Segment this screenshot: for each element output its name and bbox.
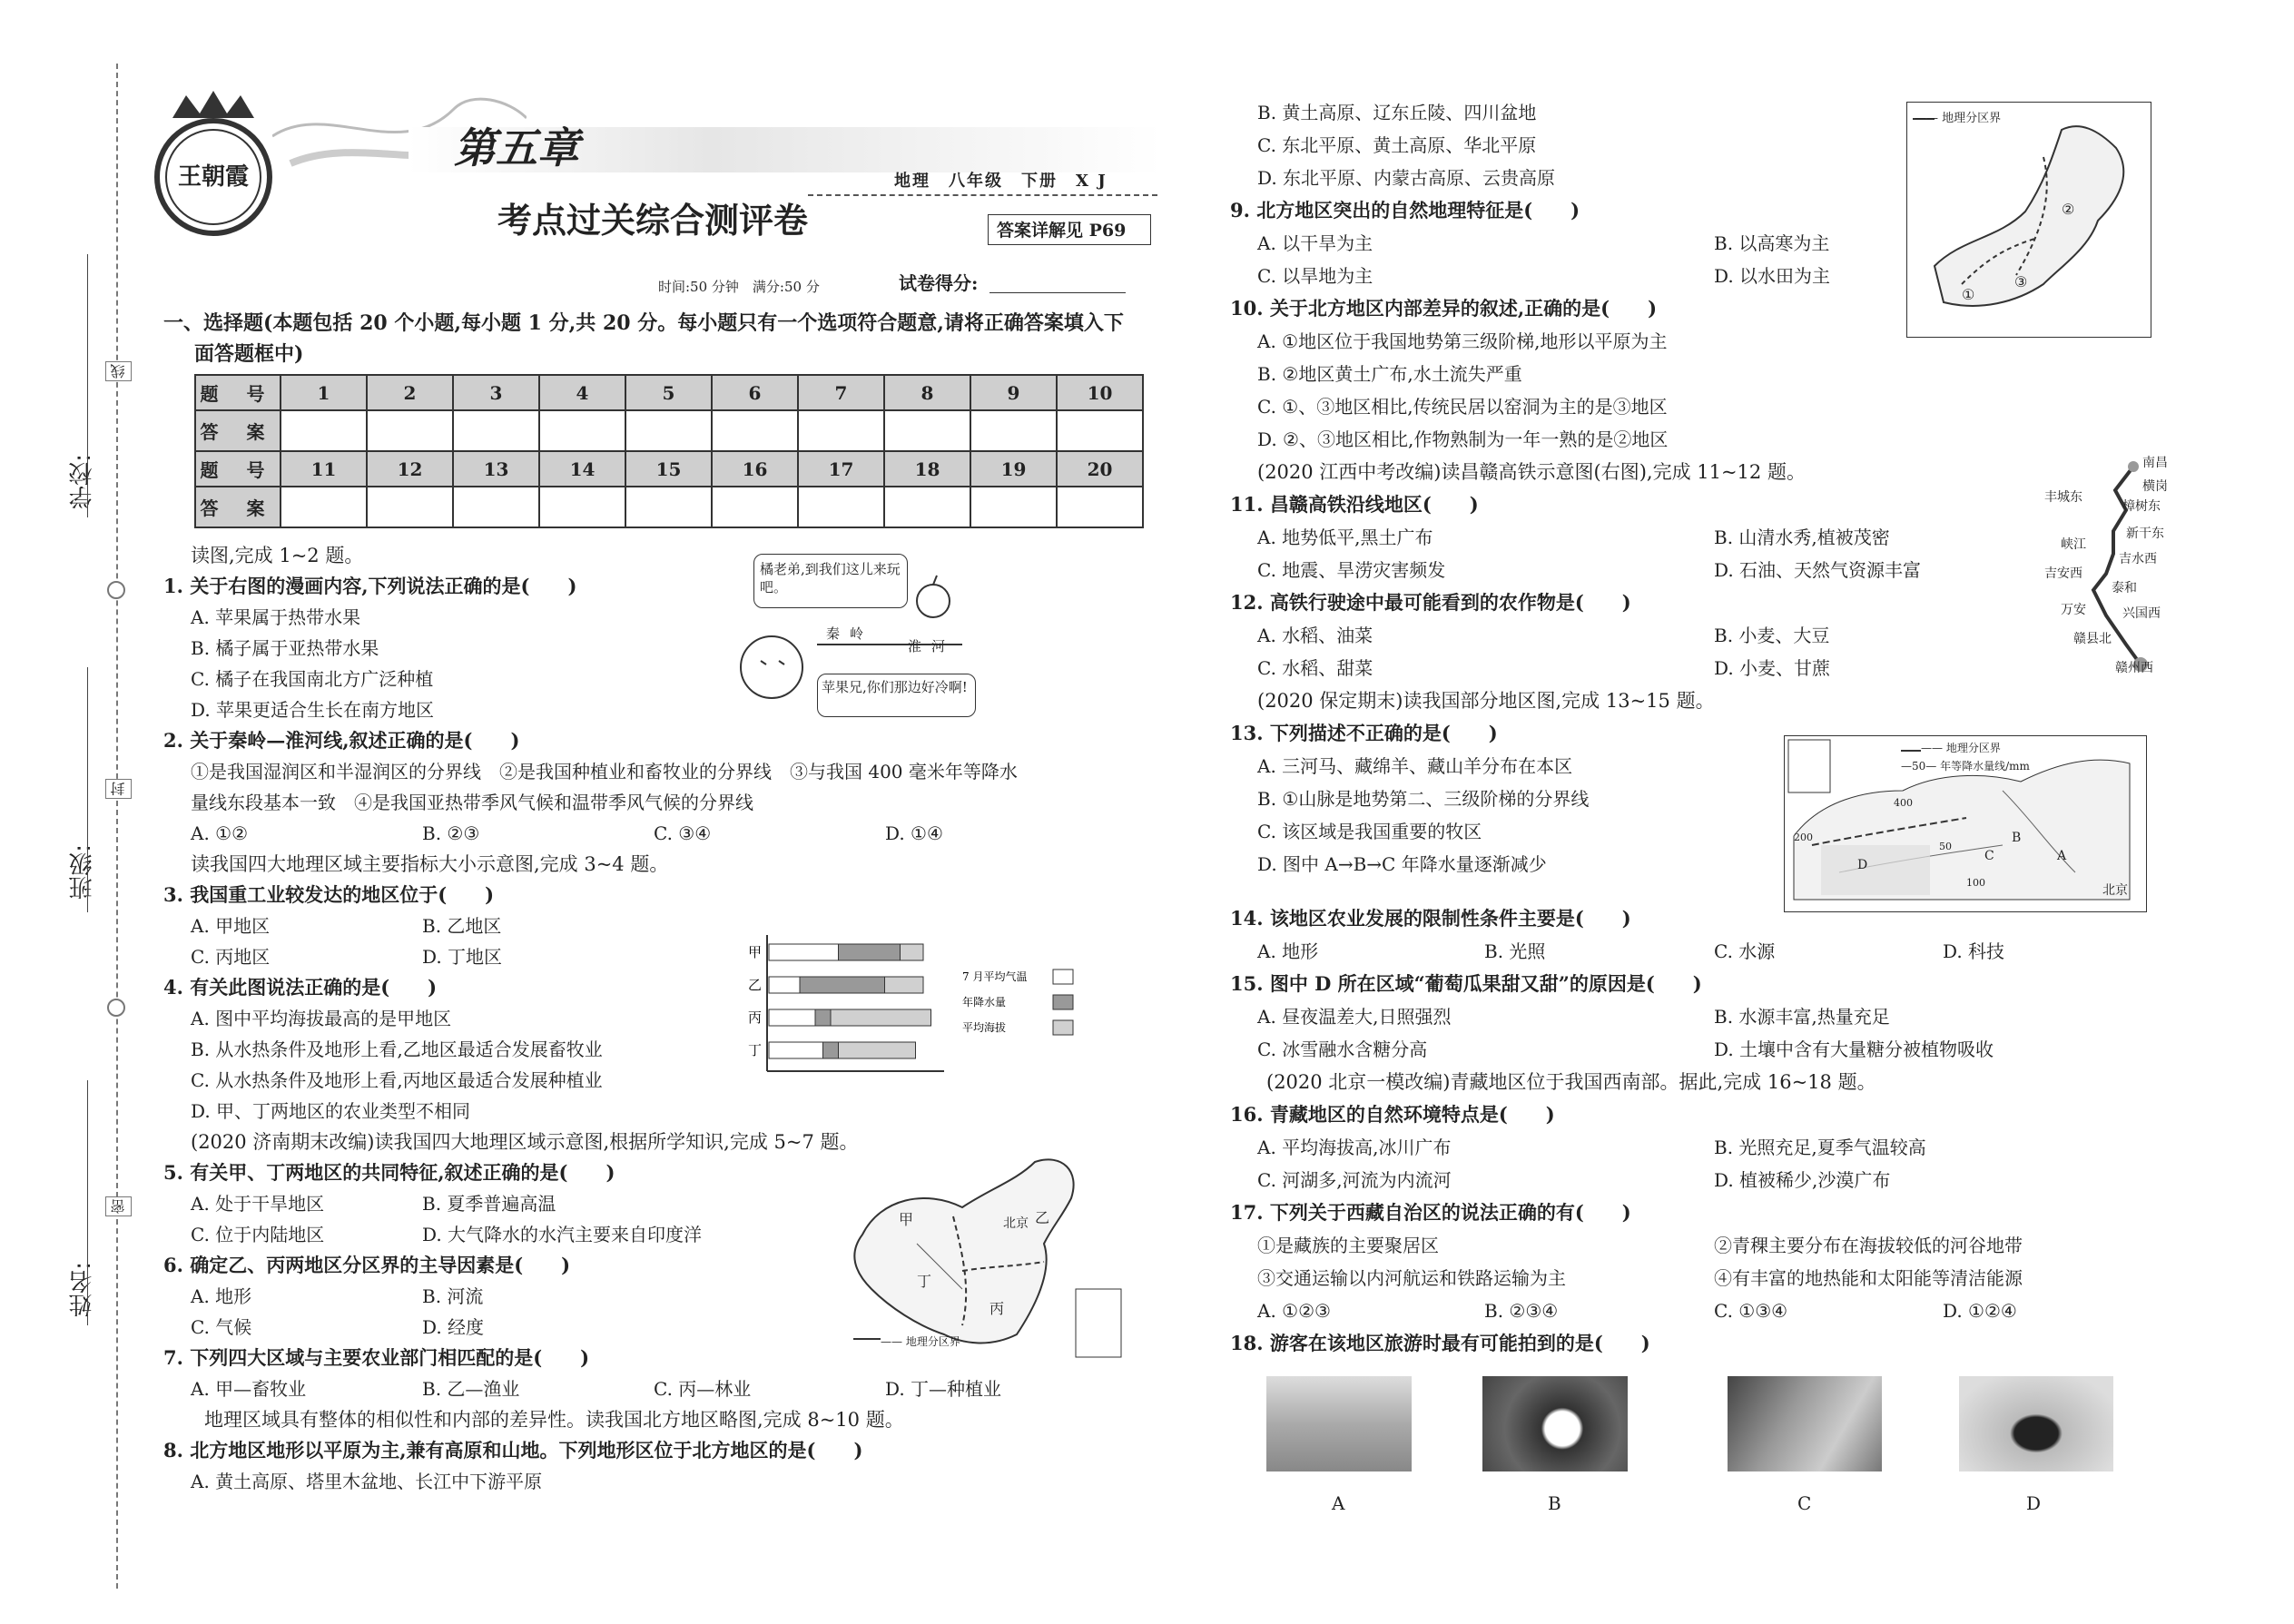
answer-cell[interactable] (453, 410, 539, 451)
answer-cell[interactable] (625, 410, 712, 451)
table-row (195, 451, 1143, 487)
question-3: 3. 我国重工业较发达的地区位于( ) (163, 883, 495, 906)
precip-legend-2: —50— 年等降水量线/mm (1901, 760, 2030, 773)
seal-mark-line: 线 (105, 361, 132, 381)
chart-legend-label: 7 月平均气温 (962, 970, 1028, 983)
railway-diagram (2006, 454, 2179, 681)
option-1b[interactable]: B. 橘子属于亚热带水果 (191, 637, 379, 659)
question-5: 5. 有关甲、丁两地区的共同特征,叙述正确的是( ) (163, 1161, 615, 1184)
option-11c[interactable]: C. 地震、旱涝灾害频发 (1257, 559, 1446, 581)
option-16a[interactable]: A. 平均海拔高,冰川广布 (1257, 1137, 1452, 1158)
precip-label-b: B (2012, 831, 2022, 845)
intro-q16-18: (2020 北京一模改编)青藏地区位于我国西南部。据此,完成 16~18 题。 (1266, 1071, 1876, 1093)
option-4b[interactable]: B. 从水热条件及地形上看,乙地区最适合发展畜牧业 (191, 1038, 603, 1060)
station-nanchang: 南昌 (2142, 456, 2168, 470)
beijing-label: 北京 (1003, 1216, 1029, 1231)
option-16b[interactable]: B. 光照充足,夏季气温较高 (1714, 1137, 1926, 1158)
option-5a[interactable]: A. 处于干旱地区 (191, 1193, 325, 1215)
answer-cell[interactable] (453, 487, 539, 527)
chart-legend-swatch (1053, 1020, 1073, 1035)
photo-cranes[interactable] (1266, 1376, 1412, 1471)
option-4a[interactable]: A. 图中平均海拔最高的是甲地区 (191, 1008, 452, 1029)
table-cell: 5 (625, 375, 712, 410)
class-blank[interactable] (87, 667, 88, 912)
option-14c[interactable]: C. 水源 (1714, 940, 1776, 962)
photo-label-a: A (1332, 1492, 1345, 1514)
station-fengcheng: 丰城东 (2044, 490, 2082, 505)
option-17c[interactable]: C. ①③④ (1714, 1300, 1788, 1322)
table-row (195, 375, 1143, 410)
class-label: 班级: (69, 844, 96, 900)
station-xiajiang: 峡江 (2061, 537, 2086, 552)
logo-emblem (145, 91, 281, 241)
option-15c[interactable]: C. 冰雪融水含糖分高 (1257, 1038, 1428, 1060)
answer-cell[interactable] (625, 487, 712, 527)
intro-q5-7: (2020 济南期末改编)读我国四大地理区域示意图,根据所学知识,完成 5~7 题。 (191, 1131, 859, 1153)
option-12c[interactable]: C. 水稻、甜菜 (1257, 657, 1373, 679)
option-8a[interactable]: A. 黄土高原、塔里木盆地、长江中下游平原 (191, 1471, 543, 1492)
intro-q1-2: 读图,完成 1~2 题。 (191, 545, 364, 566)
china-regions-map (844, 1153, 1135, 1362)
table-cell: 12 (367, 451, 453, 487)
option-13d[interactable]: D. 图中 A→B→C 年降水量逐渐减少 (1257, 853, 1547, 875)
table-cell: 18 (884, 451, 970, 487)
question-13: 13. 下列描述不正确的是( ) (1230, 722, 1498, 744)
option-16d[interactable]: D. 植被稀少,沙漠广布 (1714, 1169, 1891, 1191)
option-13b[interactable]: B. ①山脉是地势第二、三级阶梯的分界线 (1257, 788, 1590, 810)
question-8: 8. 北方地区地形以平原为主,兼有高原和山地。下列地形区位于北方地区的是( ) (163, 1439, 863, 1462)
north-map-legend: —— 地理分区界 (1915, 112, 2002, 125)
option-17b[interactable]: B. ②③④ (1484, 1300, 1559, 1322)
option-9d[interactable]: D. 以水田为主 (1714, 265, 1831, 287)
question-2-statement-1: ①是我国湿润区和半湿润区的分界线 ②是我国种植业和畜牧业的分界线 ③与我国 400 毫米年等降水 (191, 761, 1018, 782)
option-10b[interactable]: B. ②地区黄土广布,水土流失严重 (1257, 363, 1522, 385)
question-9: 9. 北方地区突出的自然地理特征是( ) (1230, 199, 1580, 221)
chart-bar (839, 1042, 916, 1058)
table-cell: 17 (798, 451, 884, 487)
station-ganxian: 赣县北 (2073, 632, 2112, 646)
answer-cell[interactable] (539, 410, 625, 451)
precip-label-c: C (1984, 849, 1994, 863)
school-blank[interactable] (87, 254, 88, 517)
score-label: 试卷得分: (899, 272, 979, 294)
answer-cell[interactable] (798, 487, 884, 527)
answer-cell[interactable] (367, 487, 453, 527)
photo-label-c: C (1797, 1492, 1812, 1514)
table-cell: 8 (884, 375, 970, 410)
table-cell: 1 (281, 375, 367, 410)
option-10a[interactable]: A. ①地区位于我国地势第三级阶梯,地形以平原为主 (1257, 330, 1668, 352)
option-3d[interactable]: D. 丁地区 (422, 946, 503, 968)
chart-category-label: 丙 (748, 1009, 763, 1026)
table-cell: 3 (453, 375, 539, 410)
map-legend: —— 地理分区界 (881, 1335, 960, 1348)
logo-text: 王朝霞 (177, 163, 250, 191)
chapter-title: 第五章 (454, 123, 579, 172)
table-cell: 题 号 (195, 375, 281, 410)
section-heading: 一、选择题(本题包括 20 个小题,每小题 1 分,共 20 分。每小题只有一个选项符合题意,请将正确答案填入下 (163, 311, 1124, 335)
precip-label-a: A (2057, 849, 2067, 863)
option-3c[interactable]: C. 丙地区 (191, 946, 271, 968)
qinling-label-1: 秦 (826, 625, 841, 642)
question-17-statement-2: ②青稞主要分布在海拔较低的河谷地带 (1714, 1235, 2023, 1256)
comic-characters (735, 554, 999, 717)
option-11a[interactable]: A. 地势低平,黑土广布 (1257, 527, 1433, 548)
chart-category-label: 甲 (748, 944, 763, 960)
table-cell: 16 (712, 451, 798, 487)
table-row (195, 487, 1143, 527)
chart-legend-swatch (1053, 969, 1073, 984)
station-ganzhou: 赣州西 (2115, 661, 2153, 675)
answer-cell[interactable] (712, 410, 798, 451)
option-5b[interactable]: B. 夏季普遍高温 (422, 1193, 556, 1215)
chart-bar (885, 977, 924, 993)
option-12a[interactable]: A. 水稻、油菜 (1257, 625, 1373, 646)
speech-bubble-1: 橘老弟,到我们这儿来玩吧。 (753, 554, 908, 608)
chart-bar (769, 1042, 823, 1058)
region-label-jia: 甲 (899, 1211, 914, 1228)
option-2d[interactable]: D. ①④ (885, 822, 943, 844)
question-4: 4. 有关此图说法正确的是( ) (163, 976, 438, 999)
isohyet-100: 100 (1966, 877, 1985, 889)
option-17a[interactable]: A. ①②③ (1257, 1300, 1331, 1322)
answer-cell[interactable] (539, 487, 625, 527)
chart-bar (831, 1009, 931, 1026)
intro-q13-15: (2020 保定期末)读我国部分地区图,完成 13~15 题。 (1257, 690, 1715, 712)
photo-label-d: D (2026, 1492, 2042, 1514)
option-16c[interactable]: C. 河湖多,河流为内流河 (1257, 1169, 1452, 1191)
subject-meta: 地理 八年级 下册 X J (894, 172, 1108, 191)
table-cell: 19 (970, 451, 1057, 487)
table-cell: 答 案 (195, 410, 281, 451)
option-7b[interactable]: B. 乙—渔业 (422, 1378, 520, 1400)
chart-bar (800, 977, 885, 993)
chart-bar (823, 1042, 839, 1058)
option-7d[interactable]: D. 丁—种植业 (885, 1378, 1002, 1400)
station-xingan: 新干东 (2126, 527, 2164, 541)
option-2c[interactable]: C. ③④ (654, 822, 712, 844)
answer-cell[interactable] (281, 410, 367, 451)
region-label-ding: 丁 (917, 1273, 932, 1290)
option-5c[interactable]: C. 位于内陆地区 (191, 1224, 325, 1245)
answer-cell[interactable] (281, 487, 367, 527)
isohyet-50: 50 (1939, 841, 1952, 852)
chart-bar (901, 944, 924, 960)
option-12b[interactable]: B. 小麦、大豆 (1714, 625, 1830, 646)
table-cell: 14 (539, 451, 625, 487)
table-cell: 10 (1057, 375, 1143, 410)
question-17-statement-4: ④有丰富的地热能和太阳能等清洁能源 (1714, 1267, 2023, 1289)
region-label-yi: 乙 (1035, 1209, 1050, 1226)
chart-category-label: 丁 (748, 1042, 763, 1058)
station-henggang: 横岗 (2142, 479, 2168, 494)
option-15a[interactable]: A. 昼夜温差大,日照强烈 (1257, 1006, 1452, 1028)
option-14a[interactable]: A. 地形 (1257, 940, 1319, 962)
chart-bar (769, 1009, 815, 1026)
option-1c[interactable]: C. 橘子在我国南北方广泛种植 (191, 668, 434, 690)
chart-bar (769, 944, 839, 960)
option-15d[interactable]: D. 土壤中含有大量糖分被植物吸收 (1714, 1038, 1994, 1060)
answer-table (194, 374, 1144, 528)
header-divider (808, 194, 1157, 196)
seal-mark-secret: 密 (105, 1196, 132, 1216)
table-cell: 7 (798, 375, 884, 410)
question-1: 1. 关于右图的漫画内容,下列说法正确的是( ) (163, 575, 577, 597)
answer-cell[interactable] (1057, 410, 1143, 451)
answer-cell[interactable] (970, 410, 1057, 451)
option-7a[interactable]: A. 甲—畜牧业 (191, 1378, 307, 1400)
punch-hole-1 (107, 581, 125, 599)
question-18: 18. 游客在该地区旅游时最有可能拍到的是( ) (1230, 1332, 1650, 1354)
north-region-1: ① (1962, 286, 1975, 303)
table-cell: 2 (367, 375, 453, 410)
intro-q3-4: 读我国四大地理区域主要指标大小示意图,完成 3~4 题。 (191, 853, 669, 875)
question-16: 16. 青藏地区的自然环境特点是( ) (1230, 1103, 1555, 1126)
seal-mark-seal: 封 (105, 779, 132, 799)
photo-label-b: B (1548, 1492, 1561, 1514)
speech-bubble-2: 苹果兄,你们那边好冷啊! (817, 674, 976, 717)
option-15b[interactable]: B. 水源丰富,热量充足 (1714, 1006, 1890, 1028)
huaihe-label-1: 淮 (908, 638, 922, 655)
chart-bar (815, 1009, 831, 1026)
station-taihe: 泰和 (2112, 581, 2137, 595)
table-cell: 6 (712, 375, 798, 410)
question-10: 10. 关于北方地区内部差异的叙述,正确的是( ) (1230, 297, 1658, 320)
option-10d[interactable]: D. ②、③地区相比,作物熟制为一年一熟的是②地区 (1257, 428, 1669, 450)
station-wanan: 万安 (2061, 603, 2086, 617)
section-heading-cont: 面答题框中) (194, 342, 304, 366)
chart-bar (839, 944, 901, 960)
precip-label-d: D (1857, 858, 1868, 872)
option-13c[interactable]: C. 该区域是我国重要的牧区 (1257, 821, 1482, 842)
option-14d[interactable]: D. 科技 (1943, 940, 2005, 962)
table-cell: 4 (539, 375, 625, 410)
option-4c[interactable]: C. 从水热条件及地形上看,丙地区最适合发展种植业 (191, 1069, 603, 1091)
chart-legend-label: 平均海拔 (962, 1021, 1007, 1034)
option-8c[interactable]: C. 东北平原、黄土高原、华北平原 (1257, 134, 1537, 156)
question-15: 15. 图中 D 所在区域“葡萄瓜果甜又甜”的原因是( ) (1230, 972, 1702, 995)
question-2: 2. 关于秦岭—淮河线,叙述正确的是( ) (163, 729, 520, 752)
option-9a[interactable]: A. 以干旱为主 (1257, 232, 1373, 254)
photo-panda[interactable] (1482, 1376, 1628, 1471)
option-6a[interactable]: A. 地形 (191, 1285, 252, 1307)
binding-line (116, 64, 118, 1589)
option-12d[interactable]: D. 小麦、甘蔗 (1714, 657, 1831, 679)
answer-cell[interactable] (367, 410, 453, 451)
option-2a[interactable]: A. ①② (191, 822, 249, 844)
answer-cell[interactable] (798, 410, 884, 451)
answer-cell[interactable] (884, 487, 970, 527)
option-10c[interactable]: C. ①、③地区相比,传统民居以窑洞为主的是③地区 (1257, 396, 1668, 418)
option-6d[interactable]: D. 经度 (422, 1316, 485, 1338)
option-1d[interactable]: D. 苹果更适合生长在南方地区 (191, 699, 435, 721)
option-14b[interactable]: B. 光照 (1484, 940, 1546, 962)
station-zhangshu: 樟树东 (2122, 499, 2161, 514)
question-6: 6. 确定乙、丙两地区分区界的主导因素是( ) (163, 1254, 571, 1276)
option-17d[interactable]: D. ①②④ (1943, 1300, 2017, 1322)
station-xingguo: 兴国西 (2122, 606, 2161, 621)
isohyet-200: 200 (1794, 832, 1813, 843)
option-3b[interactable]: B. 乙地区 (422, 915, 502, 937)
name-label: 姓名: (69, 1262, 96, 1317)
answer-cell[interactable] (884, 410, 970, 451)
option-4d[interactable]: D. 甲、丁两地区的农业类型不相同 (191, 1100, 471, 1122)
option-11d[interactable]: D. 石油、天然气资源丰富 (1714, 559, 1922, 581)
answer-cell[interactable] (970, 487, 1057, 527)
option-8b[interactable]: B. 黄土高原、辽东丘陵、四川盆地 (1257, 102, 1537, 123)
chart-category-label: 乙 (748, 977, 763, 993)
isohyet-400: 400 (1894, 797, 1913, 809)
station-jishui: 吉水西 (2119, 552, 2157, 566)
region-label-bing: 丙 (989, 1300, 1005, 1317)
north-region-2: ② (2062, 201, 2075, 218)
precipitation-map (1784, 735, 2147, 912)
name-blank[interactable] (87, 1080, 88, 1325)
option-5d[interactable]: D. 大气降水的水汽主要来自印度洋 (422, 1224, 703, 1245)
chart-legend-label: 年降水量 (962, 996, 1007, 1009)
intro-q8-10: 地理区域具有整体的相似性和内部的差异性。读我国北方地区略图,完成 8~10 题。 (204, 1409, 904, 1431)
qinling-label-2: 岭 (850, 625, 864, 642)
option-1a[interactable]: A. 苹果属于热带水果 (191, 606, 361, 628)
question-17: 17. 下列关于西藏自治区的说法正确的有( ) (1230, 1201, 1631, 1224)
score-field[interactable] (989, 292, 1126, 293)
question-12: 12. 高铁行驶途中最可能看到的农作物是( ) (1230, 591, 1631, 614)
school-label: 学校: (69, 454, 96, 509)
question-17-statement-3: ③交通运输以内河航运和铁路运输为主 (1257, 1267, 1566, 1289)
question-2-statement-2: 量线东段基本一致 ④是我国亚热带季风气候和温带季风气候的分界线 (191, 792, 753, 813)
option-11b[interactable]: B. 山清水秀,植被茂密 (1714, 527, 1890, 548)
photo-lion[interactable] (1728, 1376, 1882, 1471)
north-region-3: ③ (2014, 273, 2028, 290)
exam-title: 考点过关综合测评卷 (497, 200, 809, 241)
option-13a[interactable]: A. 三河马、藏绵羊、藏山羊分布在本区 (1257, 755, 1573, 777)
station-jian: 吉安西 (2044, 566, 2082, 581)
option-3a[interactable]: A. 甲地区 (191, 915, 271, 937)
exam-info: 时间:50 分钟 满分:50 分 (658, 279, 820, 295)
punch-hole-2 (107, 999, 125, 1017)
question-14: 14. 该地区农业发展的限制性条件主要是( ) (1230, 907, 1631, 930)
north-map-outline (1907, 103, 2151, 337)
option-6c[interactable]: C. 气候 (191, 1316, 252, 1338)
table-cell: 15 (625, 451, 712, 487)
chart-bar (769, 977, 800, 993)
north-region-map (1906, 102, 2151, 338)
question-17-statement-1: ①是藏族的主要聚居区 (1257, 1235, 1439, 1256)
table-cell: 题 号 (195, 451, 281, 487)
option-2b[interactable]: B. ②③ (422, 822, 480, 844)
table-cell: 11 (281, 451, 367, 487)
answer-cell[interactable] (712, 487, 798, 527)
option-6b[interactable]: B. 河流 (422, 1285, 484, 1307)
answer-cell[interactable] (1057, 487, 1143, 527)
option-9c[interactable]: C. 以旱地为主 (1257, 265, 1373, 287)
table-row (195, 410, 1143, 451)
chart-legend-swatch (1053, 995, 1073, 1009)
table-cell: 13 (453, 451, 539, 487)
photo-yak[interactable] (1959, 1376, 2113, 1471)
huaihe-label-2: 河 (931, 638, 946, 655)
intro-q11-12: (2020 江西中考改编)读昌赣高铁示意图(右图),完成 11~12 题。 (1257, 461, 1806, 483)
comic-figure (735, 554, 999, 717)
precip-legend-1: —— 地理分区界 (1921, 742, 2001, 754)
table-cell: 答 案 (195, 487, 281, 527)
precip-label-beijing: 北京 (2102, 883, 2128, 898)
table-cell: 9 (970, 375, 1057, 410)
answer-ref: 答案详解见 P69 (997, 221, 1127, 241)
bar-chart (744, 935, 1080, 1089)
option-7c[interactable]: C. 丙—林业 (654, 1378, 752, 1400)
option-9b[interactable]: B. 以高寒为主 (1714, 232, 1830, 254)
question-7: 7. 下列四大区域与主要农业部门相匹配的是( ) (163, 1346, 590, 1369)
question-11: 11. 昌赣高铁沿线地区( ) (1230, 493, 1479, 516)
table-cell: 20 (1057, 451, 1143, 487)
option-8d[interactable]: D. 东北平原、内蒙古高原、云贵高原 (1257, 167, 1556, 189)
